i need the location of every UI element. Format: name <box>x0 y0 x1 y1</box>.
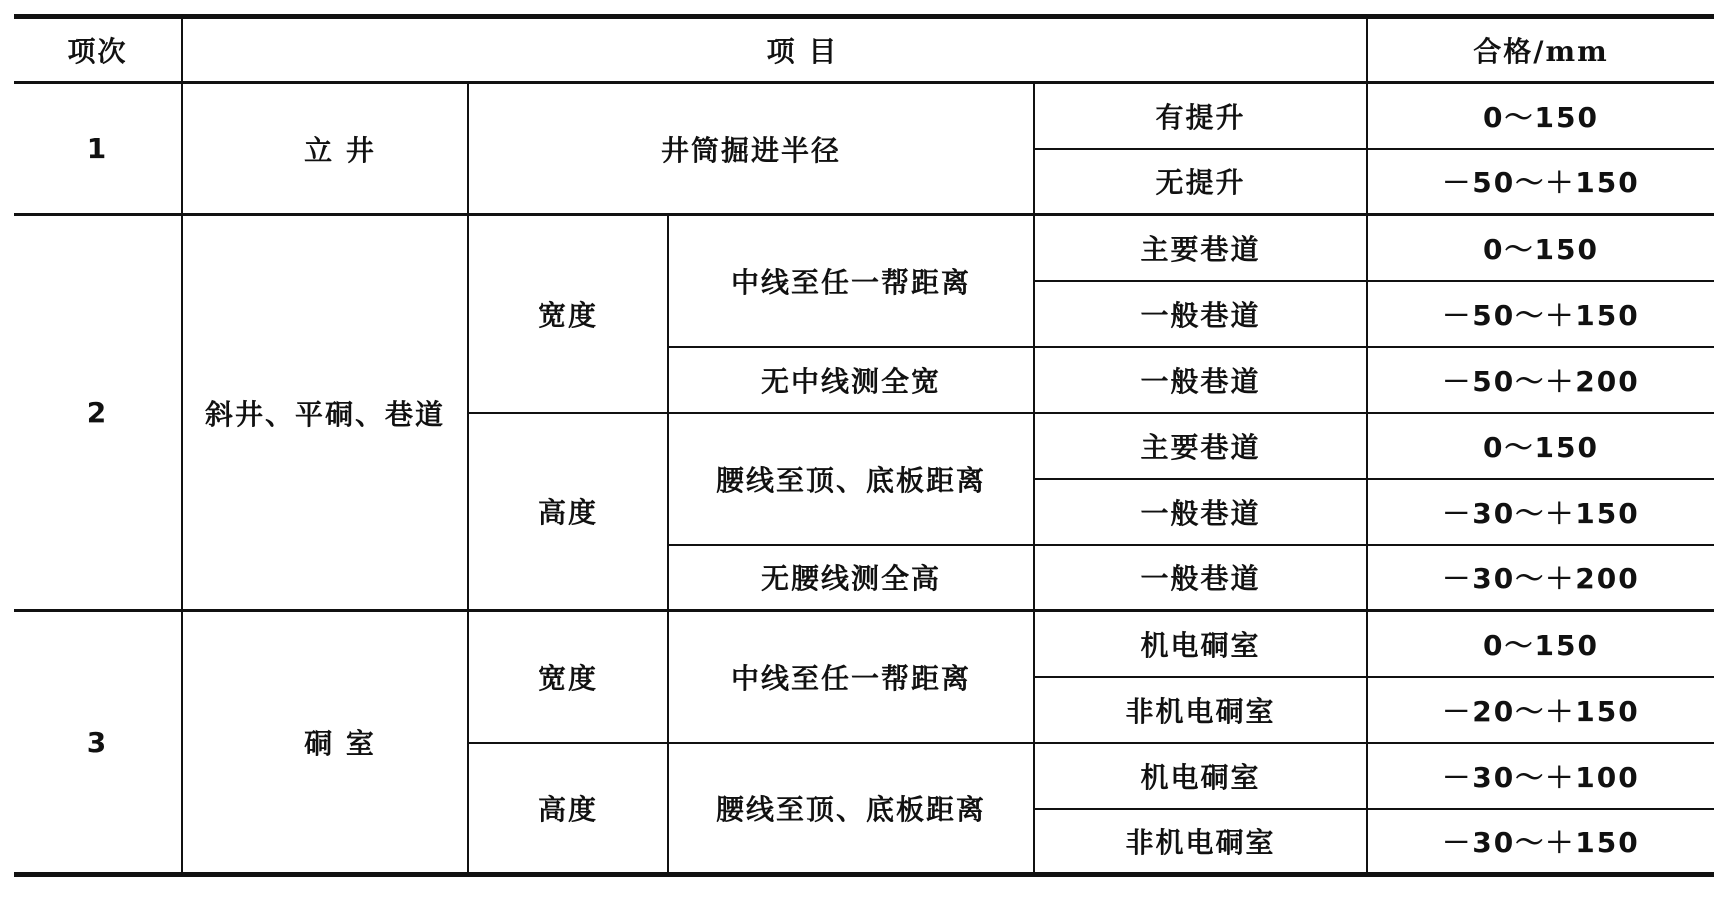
category-label: 硐 室 <box>182 611 468 875</box>
measure-label: 无腰线测全高 <box>668 545 1034 611</box>
condition-cell: 非机电硐室 <box>1034 677 1367 743</box>
item-number: 2 <box>14 215 182 611</box>
condition-cell: 一般巷道 <box>1034 281 1367 347</box>
table-row <box>14 83 1714 149</box>
tolerance-table <box>14 14 1714 877</box>
tolerance-cell: －50～＋150 <box>1367 281 1714 347</box>
tolerance-cell: －20～＋150 <box>1367 677 1714 743</box>
measure-label: 腰线至顶、底板距离 <box>668 413 1034 545</box>
tolerance-cell: 0～150 <box>1367 413 1714 479</box>
measure-label: 井筒掘进半径 <box>468 83 1034 215</box>
category-label: 立 井 <box>182 83 468 215</box>
table-row <box>14 215 1714 281</box>
tolerance-cell: －30～＋150 <box>1367 479 1714 545</box>
header-item: 项 目 <box>182 17 1367 83</box>
dimension-label: 宽度 <box>468 611 668 743</box>
table-header-row <box>14 17 1714 83</box>
tolerance-cell: 0～150 <box>1367 611 1714 677</box>
table-row <box>14 611 1714 677</box>
category-label: 斜井、平硐、巷道 <box>182 215 468 611</box>
condition-cell: 主要巷道 <box>1034 413 1367 479</box>
condition-cell: 一般巷道 <box>1034 347 1367 413</box>
item-number: 3 <box>14 611 182 875</box>
dimension-label: 高度 <box>468 413 668 611</box>
condition-cell: 非机电硐室 <box>1034 809 1367 875</box>
measure-label: 中线至任一帮距离 <box>668 215 1034 347</box>
tolerance-cell: 0～150 <box>1367 215 1714 281</box>
measure-label: 无中线测全宽 <box>668 347 1034 413</box>
condition-cell: 机电硐室 <box>1034 611 1367 677</box>
dimension-label: 宽度 <box>468 215 668 413</box>
condition-cell: 无提升 <box>1034 149 1367 215</box>
header-item-no: 项次 <box>14 17 182 83</box>
condition-cell: 机电硐室 <box>1034 743 1367 809</box>
condition-cell: 一般巷道 <box>1034 479 1367 545</box>
dimension-label: 高度 <box>468 743 668 875</box>
item-number: 1 <box>14 83 182 215</box>
condition-cell: 一般巷道 <box>1034 545 1367 611</box>
condition-cell: 主要巷道 <box>1034 215 1367 281</box>
header-qualified: 合格/mm <box>1367 17 1714 83</box>
condition-cell: 有提升 <box>1034 83 1367 149</box>
tolerance-cell: －30～＋100 <box>1367 743 1714 809</box>
tolerance-cell: －30～＋150 <box>1367 809 1714 875</box>
measure-label: 中线至任一帮距离 <box>668 611 1034 743</box>
tolerance-cell: －50～＋200 <box>1367 347 1714 413</box>
measure-label: 腰线至顶、底板距离 <box>668 743 1034 875</box>
tolerance-cell: 0～150 <box>1367 83 1714 149</box>
tolerance-cell: －30～＋200 <box>1367 545 1714 611</box>
tolerance-cell: －50～＋150 <box>1367 149 1714 215</box>
